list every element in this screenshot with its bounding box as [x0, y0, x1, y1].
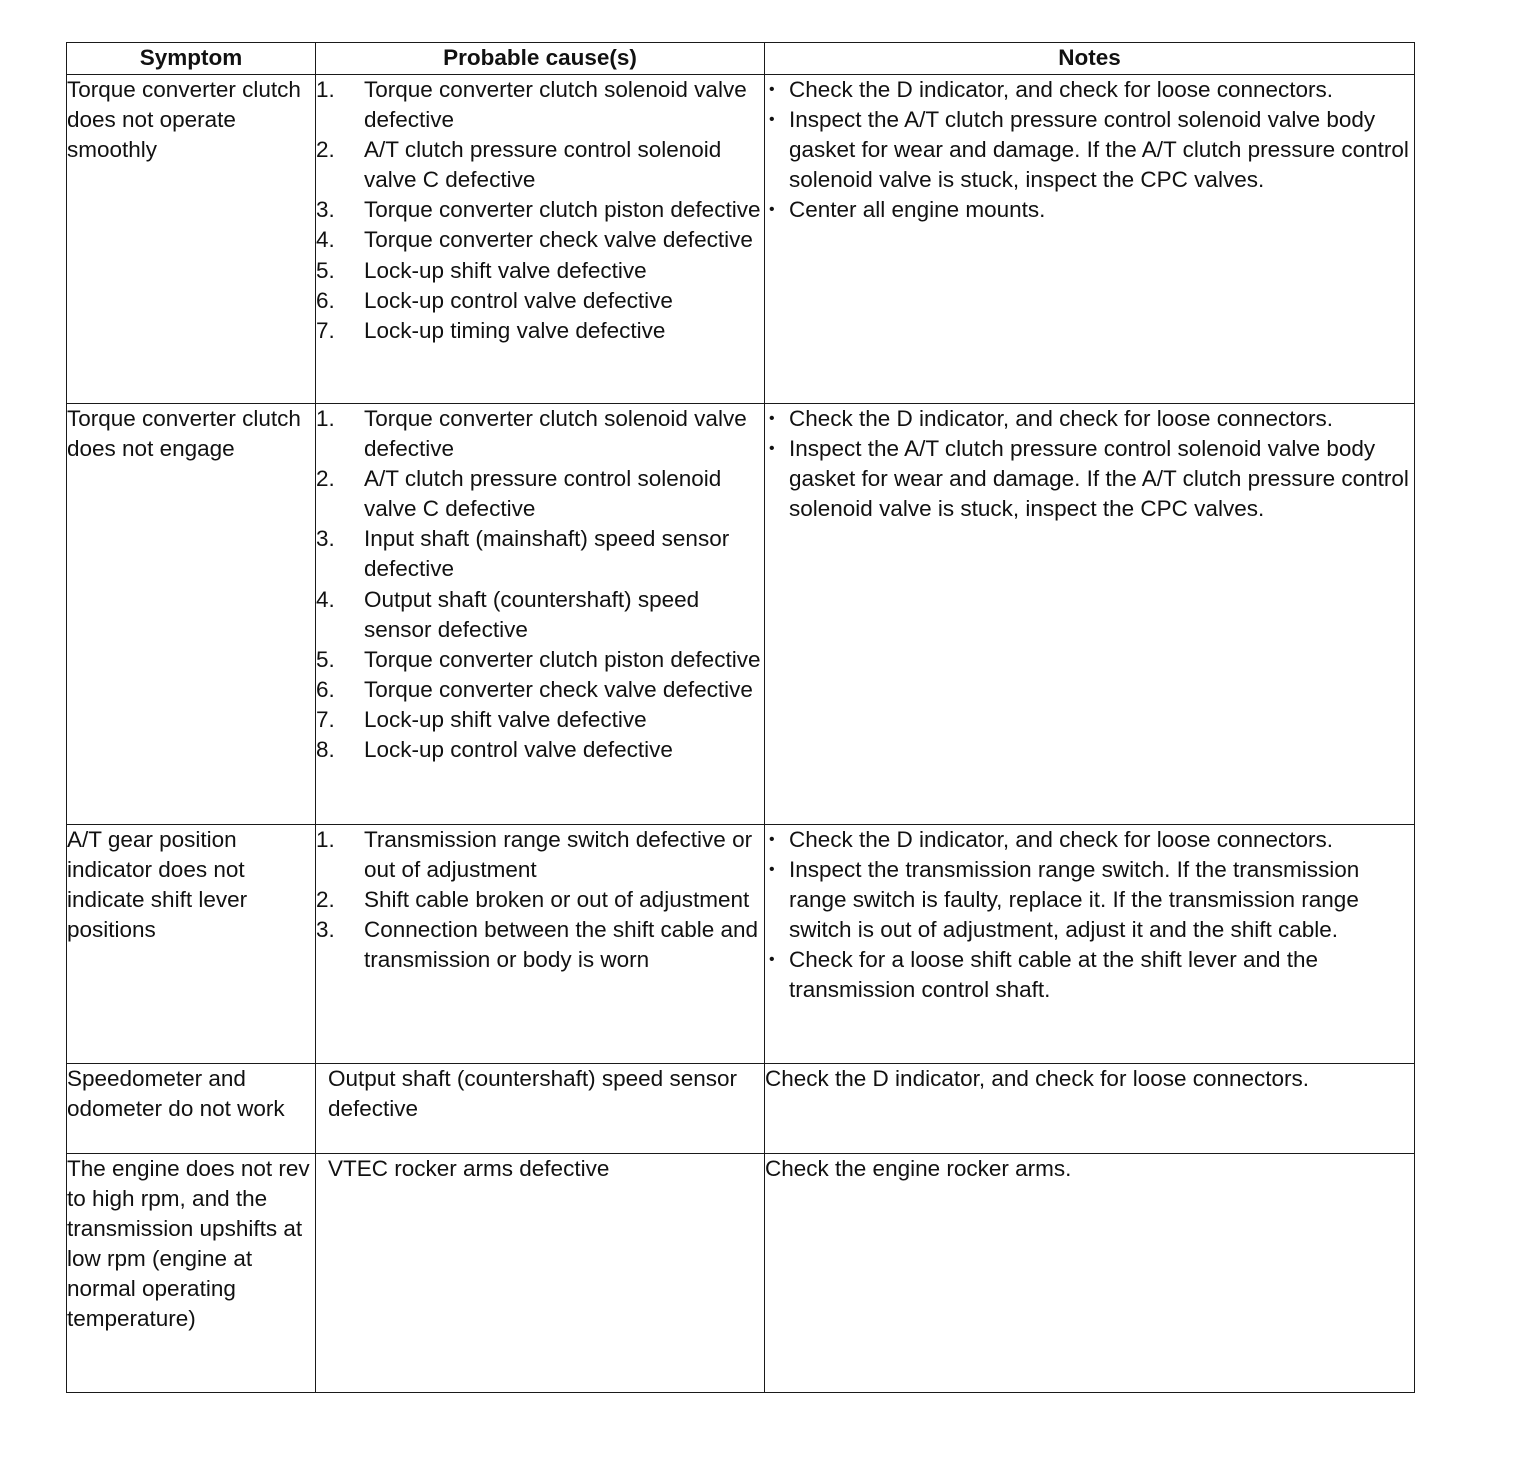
notes-list	[765, 825, 1414, 1006]
notes-list	[765, 404, 1414, 524]
symptom-cell: Speedometer and odometer do not work	[67, 1064, 316, 1154]
cause-item	[316, 825, 764, 885]
cause-number: 3.	[316, 526, 335, 552]
cause-text: Lock-up shift valve defective	[364, 257, 647, 283]
cause-list	[316, 75, 764, 346]
cause-text: Torque converter clutch piston defective	[364, 197, 761, 223]
cause-text: A/T clutch pressure control solenoid valve C defective	[364, 466, 722, 522]
cause-item	[316, 735, 764, 765]
cause-number: 7.	[316, 317, 335, 343]
cause-cell: VTEC rocker arms defective	[316, 1154, 765, 1393]
cause-cell: Output shaft (countershaft) speed sensor defective	[316, 1064, 765, 1154]
cause-item	[316, 195, 764, 225]
notes-cell	[765, 404, 1415, 825]
cause-cell	[316, 825, 765, 1064]
cause-number: 1.	[316, 406, 335, 431]
header-symptom: Symptom	[67, 43, 316, 75]
symptom-cell: Torque converter clutch does not operate smoothly	[67, 75, 316, 404]
cause-text: Lock-up timing valve defective	[364, 317, 666, 343]
cause-item	[316, 585, 764, 645]
table-header-row	[67, 43, 1415, 75]
cause-text: Torque converter clutch solenoid valve defective	[364, 406, 747, 462]
cause-text: Transmission range switch defective or out of adjustment	[364, 827, 753, 883]
cause-item	[316, 915, 764, 975]
cause-number: 6.	[316, 287, 335, 313]
table-row	[67, 1064, 1415, 1154]
cause-number: 2.	[316, 137, 335, 163]
cause-cell	[316, 75, 765, 404]
cause-number: 2.	[316, 887, 335, 913]
notes-cell: Check the D indicator, and check for loose connectors.	[765, 1064, 1415, 1154]
cause-text: Input shaft (mainshaft) speed sensor defective	[364, 526, 730, 582]
cause-item	[316, 225, 764, 255]
cause-item	[316, 256, 764, 286]
note-item: • Inspect the A/T clutch pressure control solenoid valve body gasket for wear and damage. If the A/T clutch pressure control solenoid valve is stuck, inspect the CPC valves.	[765, 434, 1414, 524]
symptom-cell: A/T gear position indicator does not indicate shift lever positions	[67, 825, 316, 1064]
notes-list	[765, 75, 1414, 225]
cause-number: 1.	[316, 77, 335, 102]
note-item: • Center all engine mounts.	[765, 195, 1414, 225]
cause-text: Torque converter clutch solenoid valve defective	[364, 77, 747, 133]
cause-number: 1.	[316, 827, 335, 852]
note-item: • Inspect the transmission range switch. If the transmission range switch is faulty, replace it. If the transmission range switch is out of adjustment, adjust it and the shift cable.	[765, 855, 1414, 945]
table-row	[67, 825, 1415, 1064]
cause-item	[316, 75, 764, 135]
cause-text: Lock-up control valve defective	[364, 287, 673, 313]
cause-number: 4.	[316, 227, 335, 253]
cause-list	[316, 825, 764, 975]
cause-number: 3.	[316, 917, 335, 943]
cause-text: A/T clutch pressure control solenoid valve C defective	[364, 137, 722, 193]
cause-number: 5.	[316, 257, 335, 283]
table-row	[67, 1154, 1415, 1393]
symptom-cell: The engine does not rev to high rpm, and the transmission upshifts at low rpm (engine at normal operating temperature)	[67, 1154, 316, 1393]
note-item: • Check the D indicator, and check for loose connectors.	[765, 75, 1414, 105]
cause-number: 8.	[316, 737, 335, 763]
symptom-cell: Torque converter clutch does not engage	[67, 404, 316, 825]
cause-item	[316, 404, 764, 464]
cause-text: Torque converter clutch piston defective	[364, 646, 761, 672]
cause-text: Lock-up control valve defective	[364, 737, 673, 763]
cause-item	[316, 524, 764, 584]
cause-number: 4.	[316, 586, 335, 612]
cause-text: Output shaft (countershaft) speed sensor defective	[364, 586, 700, 642]
notes-cell	[765, 75, 1415, 404]
cause-number: 7.	[316, 706, 335, 732]
cause-number: 3.	[316, 197, 335, 223]
cause-text: Connection between the shift cable and transmission or body is worn	[364, 917, 759, 973]
notes-cell: Check the engine rocker arms.	[765, 1154, 1415, 1393]
troubleshooting-table	[66, 42, 1415, 1393]
header-notes: Notes	[765, 43, 1415, 75]
header-probable-causes: Probable cause(s)	[316, 43, 765, 75]
cause-text: Lock-up shift valve defective	[364, 706, 647, 732]
cause-item	[316, 885, 764, 915]
cause-item	[316, 316, 764, 346]
table-row	[67, 75, 1415, 404]
cause-number: 2.	[316, 466, 335, 492]
cause-number: 5.	[316, 646, 335, 672]
cause-item	[316, 286, 764, 316]
cause-item	[316, 645, 764, 675]
cause-cell	[316, 404, 765, 825]
note-item: • Check for a loose shift cable at the shift lever and the transmission control shaft.	[765, 945, 1414, 1005]
cause-item	[316, 464, 764, 524]
cause-text: Shift cable broken or out of adjustment	[364, 887, 750, 913]
cause-item	[316, 675, 764, 705]
cause-list	[316, 404, 764, 765]
notes-cell	[765, 825, 1415, 1064]
note-item: • Inspect the A/T clutch pressure control solenoid valve body gasket for wear and damage. If the A/T clutch pressure control solenoid valve is stuck, inspect the CPC valves.	[765, 105, 1414, 195]
cause-item	[316, 135, 764, 195]
note-item: • Check the D indicator, and check for loose connectors.	[765, 404, 1414, 434]
table-row	[67, 404, 1415, 825]
cause-item	[316, 705, 764, 735]
cause-text: Torque converter check valve defective	[364, 227, 753, 253]
note-item: • Check the D indicator, and check for loose connectors.	[765, 825, 1414, 855]
cause-number: 6.	[316, 676, 335, 702]
cause-text: Torque converter check valve defective	[364, 676, 753, 702]
